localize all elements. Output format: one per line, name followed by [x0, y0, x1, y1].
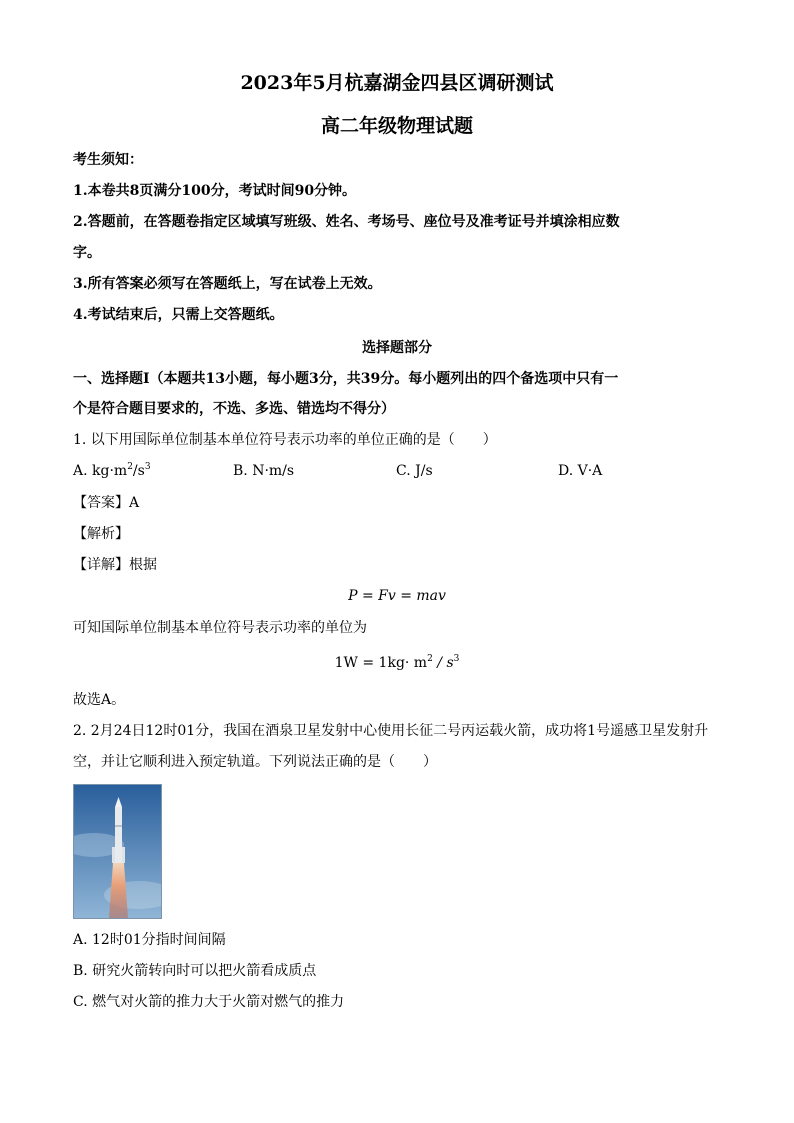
q1-formula-power: P = Fv = mav [348, 588, 446, 604]
q2-option-c: C. 燃气对火箭的推力大于火箭对燃气的推力 [73, 994, 345, 1010]
notice-item-3: 3.所有答案必须写在答题纸上，写在试卷上无效。 [73, 276, 382, 292]
q1-conclusion: 可知国际单位制基本单位符号表示功率的单位为 [73, 620, 367, 636]
q2-stem-1: 2. 2月24日12时01分，我国在酒泉卫星发射中心使用长征二号丙运载火箭，成功将1号遥感卫星发射升 [73, 723, 709, 739]
q1-analysis: 【解析】 [73, 526, 129, 542]
q1-option-c: C. J/s [396, 463, 433, 479]
section-heading: 选择题部分 [362, 340, 432, 356]
exam-subtitle: 高二年级物理试题 [320, 115, 473, 137]
section-instruction-2: 个是符合题目要求的，不选、多选、错选均不得分） [73, 401, 395, 417]
q1-option-a: A. $kg\cdot m^2/s^3$ [73, 462, 151, 479]
exam-title: 2023年5月杭嘉湖金四县区调研测试 [240, 72, 554, 94]
q1-answer: 【答案】A [73, 495, 140, 511]
notice-item-4: 4.考试结束后，只需上交答题纸。 [73, 307, 284, 323]
notice-item-2: 2.答题前，在答题卷指定区域填写班级、姓名、考场号、座位号及准考证号并填涂相应数 [73, 214, 620, 230]
rocket-launch-image [73, 784, 162, 919]
q1-stem: 1. 以下用国际单位制基本单位符号表示功率的单位正确的是（ ） [73, 432, 497, 448]
q1-option-b: B. N·m/s [233, 463, 295, 479]
q1-formula-watt: $1W = 1kg\cdot m^2 / s^3$ [334, 654, 460, 671]
q1-choice: 故选A。 [73, 692, 126, 708]
q2-stem-2: 空，并让它顺利进入预定轨道。下列说法正确的是（ ） [73, 754, 437, 770]
q1-option-d: D. V·A [558, 463, 603, 479]
notice-item-1: 1.本卷共8页满分100分，考试时间90分钟。 [73, 183, 357, 199]
section-instruction-1: 一、选择题Ⅰ（本题共13小题，每小题3分，共39分。每小题列出的四个备选项中只有一 [73, 371, 619, 387]
q2-option-a: A. 12时01分指时间间隔 [73, 932, 226, 948]
notice-item-2-cont: 字。 [73, 245, 101, 261]
q2-option-b: B. 研究火箭转向时可以把火箭看成质点 [73, 963, 317, 979]
notice-heading: 考生须知： [73, 152, 143, 168]
q1-detail: 【详解】根据 [73, 557, 157, 573]
